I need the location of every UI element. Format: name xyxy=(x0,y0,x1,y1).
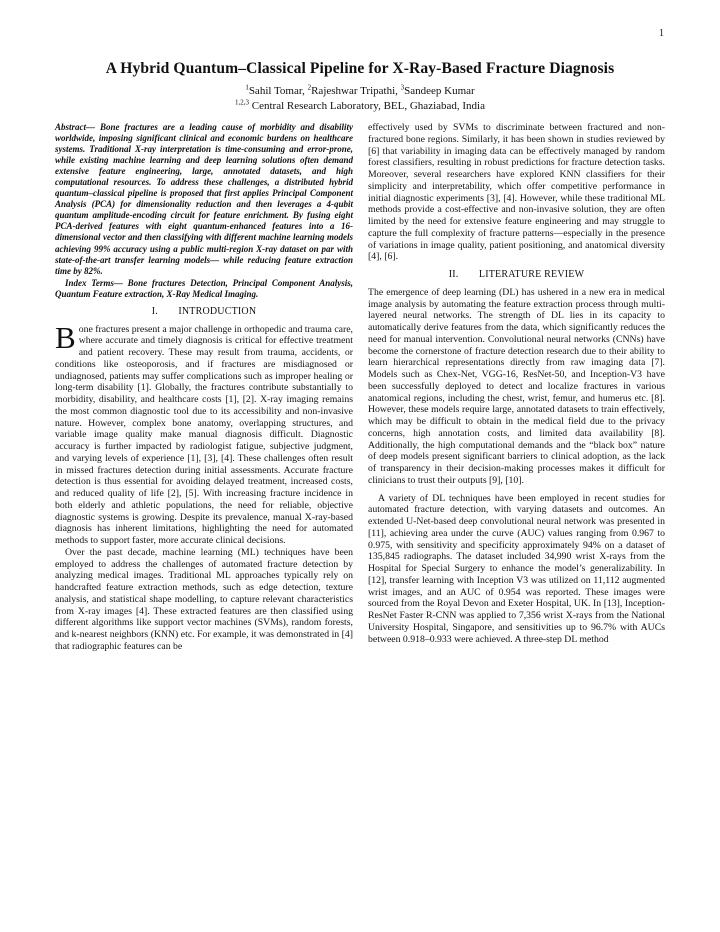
author-2-name: Rajeshwar Tripathi, xyxy=(311,85,401,97)
page-number: 1 xyxy=(659,28,664,39)
intro-paragraph-2: Over the past decade, machine learning (ML) techniques have been employed to address the challenges of automated fracture detection by analyzing medical images. Traditional ML approaches typically rely on handcrafted feature extraction methods, such as edge detection, texture analysis, and statistical shape modelling, to capture relevant characteristics from X-ray images [4]. These extracted features are then classified using different algorithms like support vector machines (SVMs), random forests, and k-nearest neighbors (KNN) etc. For example, it was demonstrated in [4] that radiographic features can be xyxy=(55,546,353,652)
abstract: Abstract— Bone fractures are a leading cause of morbidity and disability worldwide, imposing significant clinical and economic burdens on healthcare systems. Traditional X-ray interpretation is time-consuming and error-prone, while existing machine learning and deep learning solutions often demand extensive feature engineering, large, annotated datasets, and high computational resources. To address these challenges, a distributed hybrid quantum–classical pipeline is proposed that first applies Principal Component Analysis (PCA) for dimensionality reduction and then leverages a 4-qubit quantum amplitude-encoding circuit for feature enrichment. By fusing eight PCA-derived features with eight quantum-enhanced features into a 16-dimensional vector and then classifying with different machine learning models achieving 99% accuracy using a public multi-region X-ray dataset on par with state-of-the-art transfer learning models— while reducing feature extraction time by 82%. xyxy=(55,122,353,276)
section-heading-introduction: I. INTRODUCTION xyxy=(151,305,257,317)
section-heading-literature-review: II. LITERATURE REVIEW xyxy=(448,269,585,280)
literature-paragraph-1: The emergence of deep learning (DL) has ushered in a new era in medical image analysis by automating the feature extraction process through multi-layered neural networks. The strength of DL lies in its capacity to automatically derive features from the data, which significantly reduces the need for manual intervention. Convolutional neural networks (CNNs) have become the cornerstone of fracture detection research due to their ability to learn hierarchical representations directly from raw imaging data [7]. Models such as Chex-Net, VGG-16, ResNet-50, and Inception-V3 have been successfully deployed to detect and localize fractures in various anatomical regions, including the chest, wrist, femur, and humerus etc. [8]. However, these models require large, annotated datasets to train effectively, which may be difficult to obtain in the medical field due to the privacy concerns, high annotation costs, and limited data availability [8]. Additionally, the high computational demands and the “black box” nature of deep models present significant barriers to clinical adoption, as the lack of transparency in their decision-making processes makes it difficult for clinicians to trust their outputs [9], [10]. xyxy=(368,286,665,486)
left-column xyxy=(55,122,353,653)
right-column xyxy=(368,122,665,645)
paper-title: A Hybrid Quantum–Classical Pipeline for X-Ray-Based Fracture Diagnosis xyxy=(105,60,615,77)
intro-paragraph-1-text: one fractures present a major challenge in orthopedic and trauma care, where accurate and timely diagnosis is critical for effective treatment and patient recovery. These may result from trauma, accidents, or conditions like osteoporosis, and if fractures are misdiagnosed or undiagnosed, patients may suffer complications such as improper healing or long-term disability [1]. Globally, the fractures contribute substantially to morbidity, disability, and healthcare costs [1], [2]. X-ray imaging remains the most common diagnostic tool due to its accessibility and non-invasive nature. However, complex bone anatomy, overlapping structures, and variable image quality make manual diagnosis difficult. Diagnostic accuracy is further impacted by radiologist fatigue, subjective judgment, and varying levels of experience [1], [3], [4]. These challenges often result in missed fractures detection during initial assessments. Accurate fracture detection is thus essential for avoiding delayed treatment, increased costs, and reduced quality of life [2], [5]. With increasing fracture incidence in both elderly and athletic populations, the need for reliable, objective diagnostic systems is growing. Despite its prevalence, manual X-ray-based diagnosis has inherent limitations, highlighting the need for automated methods to support faster, more accurate clinical decisions. xyxy=(55,323,353,546)
intro-paragraph-1 xyxy=(55,319,353,547)
affiliation xyxy=(40,100,680,112)
index-terms: Index Terms— Bone fractures Detection, Principal Component Analysis, Quantum Feature extraction, X-Ray Medical Imaging. xyxy=(55,277,353,299)
drop-cap: B xyxy=(55,319,76,355)
affiliation-sup: 1,2,3 xyxy=(235,98,249,107)
literature-paragraph-2: A variety of DL techniques have been employed in recent studies for automated fracture detection, with varying datasets and outcomes. An extended U-Net-based deep convolutional neural network was presented in [11], achieving area under the curve (AUC) values ranging from 0.967 to 0.975, with sensitivity and specificity approximately 94% on a dataset of 135,845 radiographs. The dataset included 34,990 wrist X-rays from the Hospital for Special Surgery to enhance the model’s generalizability. In [12], transfer learning with Inception V3 was utilized on 11,112 augmented wrist images, and an AUC of 0.954 was reported. These images were sourced from the Royal Devon and Exeter Hospital, UK. In [13], Inception-ResNet Faster R-CNN was applied to 7,356 wrist X-rays from the National University Hospital, Singapore, and sensitivities up to 96.7% with AUCs between 0.918–0.933 were achieved. A three-step DL method xyxy=(368,492,665,645)
author-3-sup: 3 xyxy=(400,83,405,92)
intro-paragraph-3: effectively used by SVMs to discriminate between fractured and non-fractured bone regions. Similarly, it has been shown in studies reviewed by [6] that variability in imaging data can be effectively managed by random forest classifiers, resulting in robust predictions for fracture detection tasks. Moreover, several researchers have explored KNN classifiers for their simplicity and interpretability, which offer competitive performance in initial diagnostic experiments [3], [4]. However, while these traditional ML methods provide a cost-effective and non-invasive solution, they are often limited by the need for extensive feature engineering and may struggle to capture the full complexity of fracture patterns—especially in the presence of variations in image quality, patient positioning, and anatomical diversity [4], [6]. xyxy=(368,122,665,263)
author-1-name: Sahil Tomar, xyxy=(248,85,308,97)
author-line xyxy=(40,85,680,97)
author-1-sup: 1 xyxy=(245,83,249,92)
author-3-name: Sandeep Kumar xyxy=(404,85,475,97)
author-2-sup: 2 xyxy=(307,83,312,92)
affiliation-text: Central Research Laboratory, BEL, Ghaziabad, India xyxy=(249,100,485,112)
